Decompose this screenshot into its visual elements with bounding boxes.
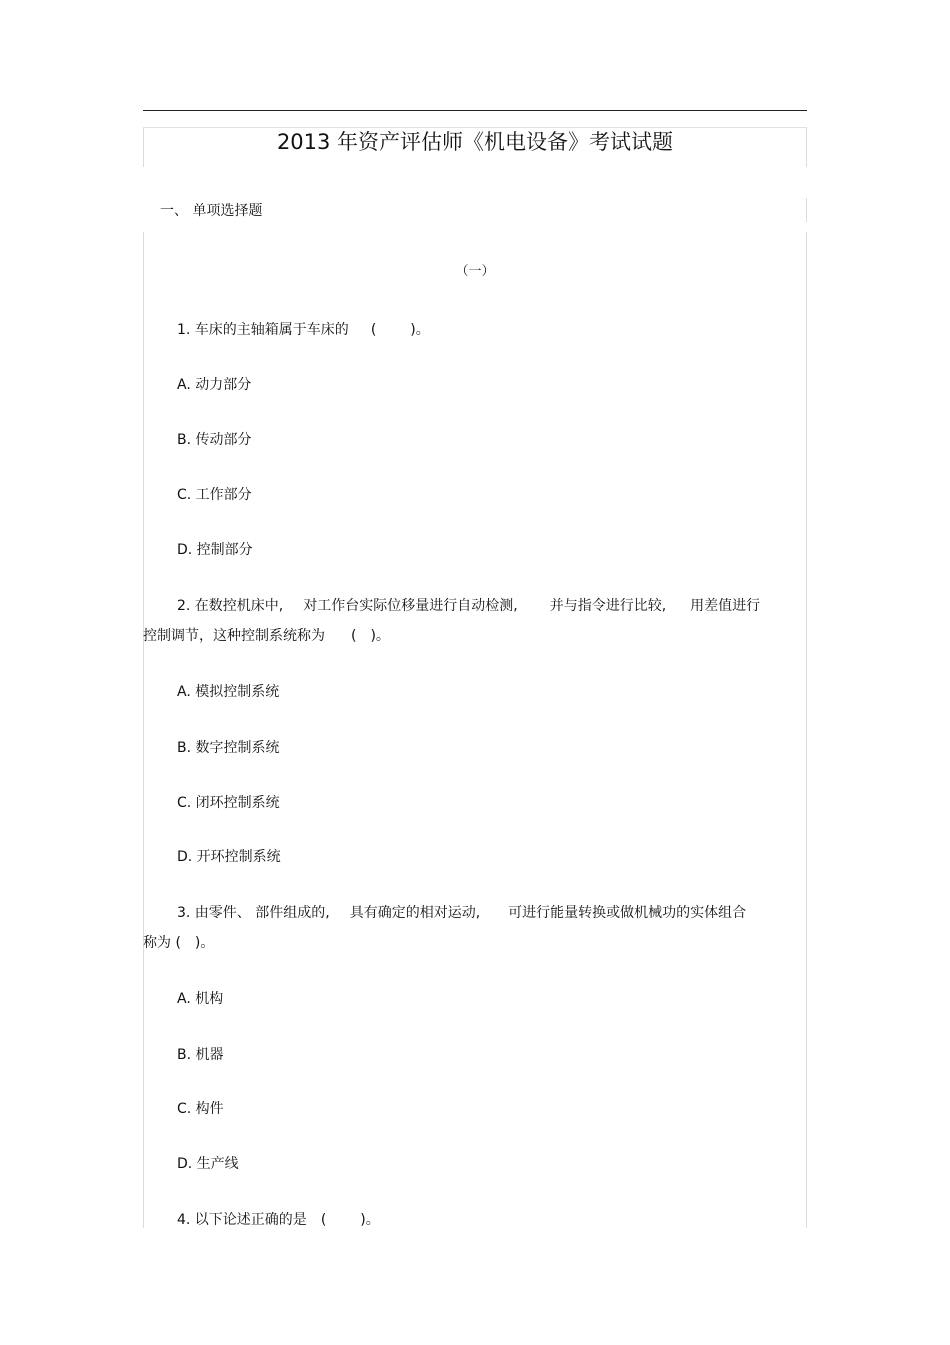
question-2-part-4: 用差值进行: [690, 598, 761, 614]
question-1: [177, 320, 430, 340]
question-3-part-3: 可进行能量转换或做机械功的实体组合: [508, 905, 747, 921]
question-3-part-4: 称为 (: [143, 935, 181, 951]
question-2-line-1: [177, 596, 760, 616]
question-1-option-b: B. 传动部分: [177, 432, 252, 448]
question-4: [177, 1210, 380, 1230]
question-2-part-5: 控制调节，这种控制系统称为: [143, 628, 325, 644]
question-4-open-paren: (: [320, 1212, 327, 1228]
question-2-close-paren: )。: [370, 628, 390, 644]
question-2-part-1: 2. 在数控机床中,: [177, 598, 284, 614]
question-2-line-2: [143, 626, 390, 646]
content-right-border: [806, 232, 807, 1228]
question-1-open-paren: (: [370, 322, 377, 338]
question-3-option-b: B. 机器: [177, 1047, 224, 1063]
subheading: （一）: [455, 264, 495, 279]
question-3-option-c: C. 构件: [177, 1101, 224, 1117]
section-heading: 一、 单项选择题: [160, 203, 263, 219]
section-box-right-border: [806, 198, 807, 222]
question-3-part-2: 具有确定的相对运动,: [349, 905, 481, 921]
page-title: 2013 年资产评估师《机电设备》考试试题: [276, 130, 674, 154]
question-3-part-1: 3. 由零件、 部件组成的,: [177, 905, 330, 921]
content-left-border: [143, 232, 144, 1228]
question-4-text: 4. 以下论述正确的是: [177, 1212, 307, 1228]
question-3-option-a: A. 机构: [177, 991, 224, 1007]
question-3-close-paren: )。: [194, 935, 215, 951]
top-rule: [143, 110, 807, 111]
question-1-text: 1. 车床的主轴箱属于车床的: [177, 322, 349, 338]
question-3-line-2: [143, 933, 214, 953]
question-1-close-paren: )。: [410, 322, 430, 338]
question-1-option-a: A. 动力部分: [177, 377, 252, 393]
question-2-option-d: D. 开环控制系统: [177, 849, 281, 865]
question-2-part-2: 对工作台实际位移量进行自动检测,: [303, 598, 518, 614]
question-2-option-b: B. 数字控制系统: [177, 740, 280, 756]
question-3-line-1: [177, 903, 746, 923]
question-1-option-d: D. 控制部分: [177, 542, 253, 558]
question-1-option-c: C. 工作部分: [177, 487, 252, 503]
question-2-option-a: A. 模拟控制系统: [177, 684, 280, 700]
question-2-part-3: 并与指令进行比较,: [549, 598, 667, 614]
question-4-close-paren: )。: [360, 1212, 380, 1228]
question-3-option-d: D. 生产线: [177, 1156, 239, 1172]
question-2-open-paren: (: [351, 628, 357, 644]
question-2-option-c: C. 闭环控制系统: [177, 795, 280, 811]
